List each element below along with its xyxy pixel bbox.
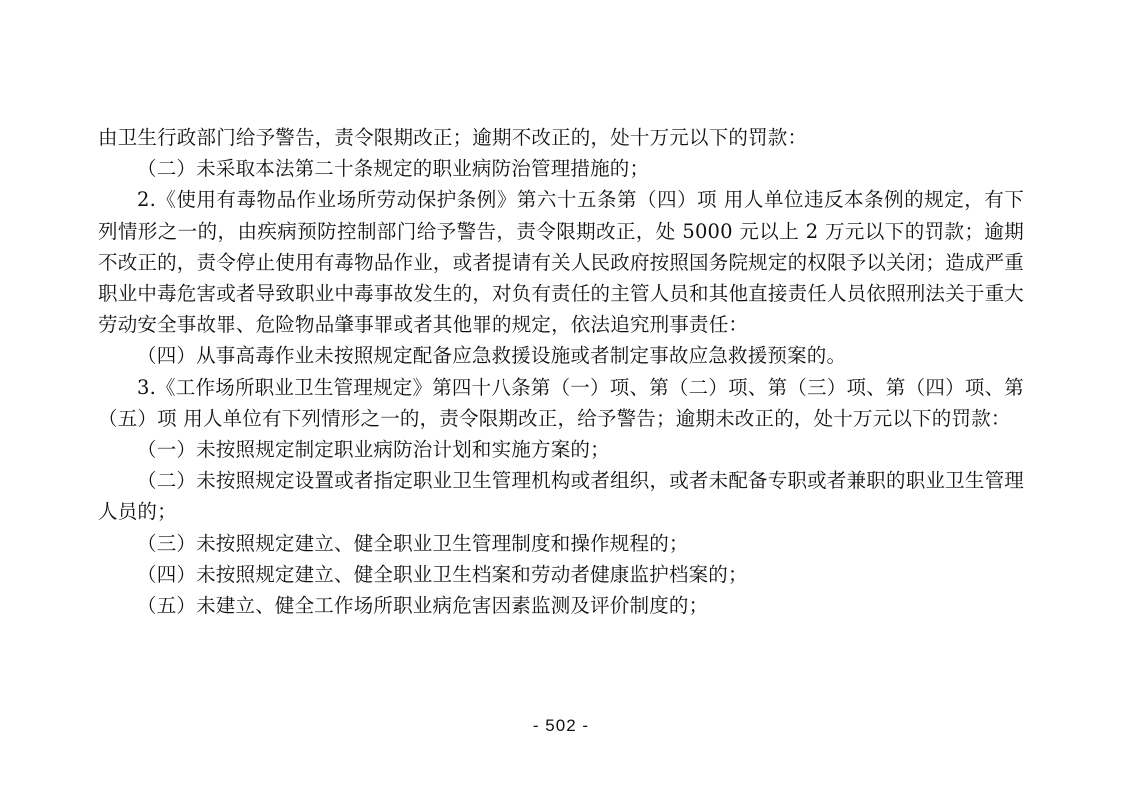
document-body: [98, 122, 1024, 621]
paragraph-item-5-monitoring: （五）未建立、健全工作场所职业病危害因素监测及评价制度的；: [137, 594, 709, 618]
page-number: - 502 -: [532, 716, 590, 735]
paragraph-item-3-rules: （三）未按照规定建立、健全职业卫生管理制度和操作规程的；: [137, 531, 689, 555]
paragraph-item-4-records: （四）未按照规定建立、健全职业卫生档案和劳动者健康监护档案的；: [137, 562, 748, 586]
paragraph-toxic-regulation: 2.《使用有毒物品作业场所劳动保护条例》第六十五条第（四）项 用人单位违反本条例的规定，有下列情形之一的，由疾病预防控制部门给予警告，责令限期改正，处 5000 元以上 2 万元以下的罚款；逾期不改正的，责令停止使用有毒物品作业，或者提请有关人民政府按照国务院规定的权限予以关闭；造成严重职业中毒危害或者导致职业中毒事故发生的，对负有责任的主管人员和其他直接责任人员依照刑法关于重大劳动安全事故罪、危险物品肇事罪或者其他罪的规定，依法追究刑事责任：: [98, 188, 1024, 337]
paragraph-item-2-measures: （二）未采取本法第二十条规定的职业病防治管理措施的；: [137, 157, 650, 181]
paragraph-item-2-organization: （二）未按照规定设置或者指定职业卫生管理机构或者组织，或者未配备专职或者兼职的职业卫生管理人员的；: [98, 469, 1024, 524]
paragraph-item-4-emergency: （四）从事高毒作业未按照规定配备应急救援设施或者制定事故应急救援预案的。: [137, 344, 847, 368]
paragraph-workplace-regulation: 3.《工作场所职业卫生管理规定》第四十八条第（一）项、第（二）项、第（三）项、第（四）项、第（五）项 用人单位有下列情形之一的，责令限期改正，给予警告；逾期未改正的，处十万元以下的罚款：: [98, 375, 1024, 430]
paragraph-penalty-intro: 由卫生行政部门给予警告，责令限期改正；逾期不改正的，处十万元以下的罚款：: [98, 126, 808, 149]
paragraph-item-1-plan: （一）未按照规定制定职业病防治计划和实施方案的；: [137, 438, 610, 462]
